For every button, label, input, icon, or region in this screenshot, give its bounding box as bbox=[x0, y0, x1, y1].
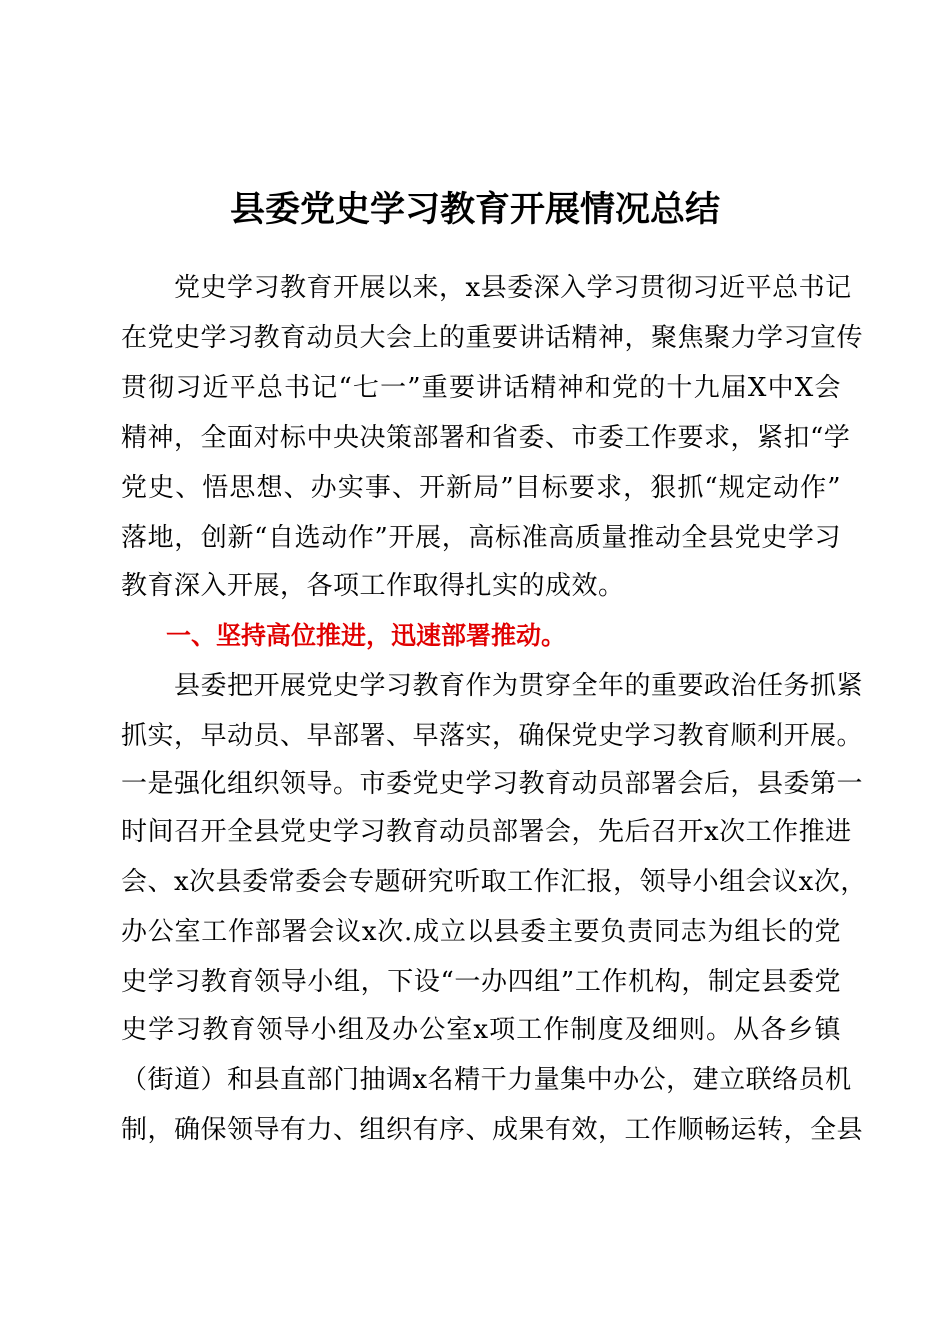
intro-line: 在党史学习教育动员大会上的重要讲话精神，聚焦聚力学习宣传 bbox=[121, 323, 864, 353]
intro-line: 贯彻习近平总书记“七一”重要讲话精神和党的十九届X中X会 bbox=[121, 373, 841, 403]
section1-line: 一是强化组织领导。市委党史学习教育动员部署会后，县委第一 bbox=[121, 769, 864, 799]
section1-line: 办公室工作部署会议x次.成立以县委主要负责同志为组长的党 bbox=[121, 917, 841, 947]
intro-line: 教育深入开展，各项工作取得扎实的成效。 bbox=[121, 571, 625, 601]
section1-line: 抓实，早动员、早部署、早落实，确保党史学习教育顺利开展。 bbox=[121, 721, 864, 751]
section1-line: （街道）和县直部门抽调x名精干力量集中办公，建立联络员机 bbox=[121, 1065, 852, 1095]
section1-line: 会、x次县委常委会专题研究听取工作汇报，领导小组会议x次， bbox=[121, 867, 867, 897]
section1-line: 史学习教育领导小组，下设“一办四组”工作机构，制定县委党 bbox=[121, 967, 841, 997]
section1-line: 制，确保领导有力、组织有序、成果有效，工作顺畅运转，全县 bbox=[121, 1115, 864, 1145]
intro-line: 党史学习教育开展以来，x县委深入学习贯彻习近平总书记 bbox=[121, 273, 852, 303]
section-heading: 一、坚持高位推进，迅速部署推动。 bbox=[166, 621, 567, 650]
section1-line: 时间召开全县党史学习教育动员部署会，先后召开x次工作推进 bbox=[121, 817, 852, 847]
section1-line: 史学习教育领导小组及办公室x项工作制度及细则。从各乡镇 bbox=[121, 1015, 841, 1045]
intro-line: 落地，创新“自选动作”开展，高标准高质量推动全县党史学习 bbox=[121, 523, 841, 553]
section1-line: 县委把开展党史学习教育作为贯穿全年的重要政治任务抓紧 bbox=[121, 671, 864, 701]
intro-line: 党史、悟思想、办实事、开新局”目标要求，狠抓“规定动作” bbox=[121, 473, 841, 503]
document-title: 县委党史学习教育开展情况总结 bbox=[229, 189, 720, 230]
intro-line: 精神，全面对标中央决策部署和省委、市委工作要求，紧扣“学 bbox=[121, 423, 851, 453]
